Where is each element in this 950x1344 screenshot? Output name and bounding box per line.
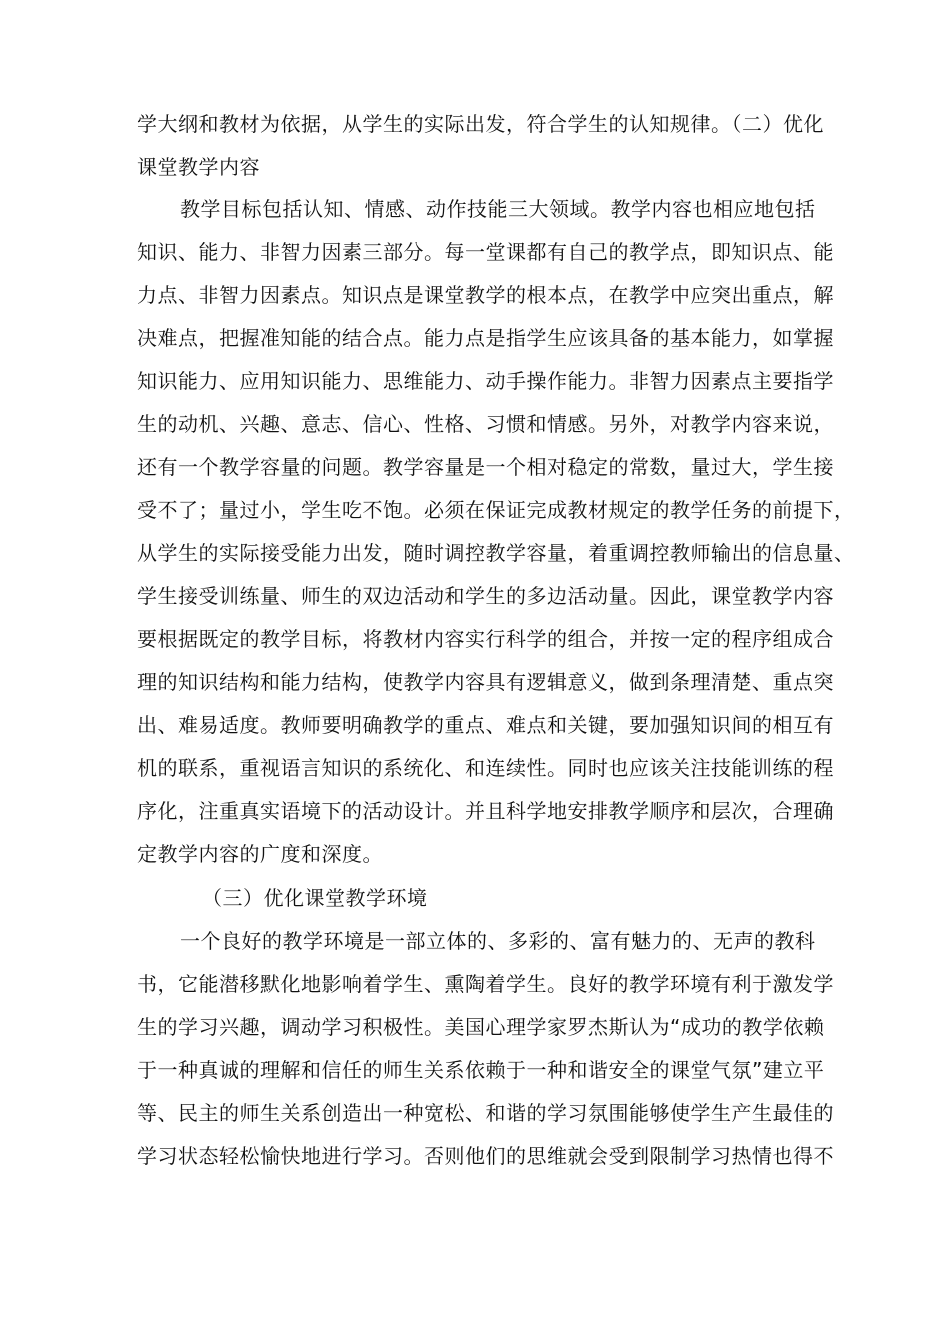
text-line: 要根据既定的教学目标，将教材内容实行科学的组合，并按一定的程序组成合 xyxy=(137,627,834,651)
text-line: 从学生的实际接受能力出发，随时调控教学容量，着重调控教师输出的信息量、 xyxy=(137,541,855,565)
text-line: 教学目标包括认知、情感、动作技能三大领域。教学内容也相应地包括 xyxy=(180,197,816,221)
text-line: 书，它能潜移默化地影响着学生、熏陶着学生。良好的教学环境有利于激发学 xyxy=(137,972,834,996)
text-line: 定教学内容的广度和深度。 xyxy=(137,842,383,866)
text-line: 生的学习兴趣，调动学习积极性。美国心理学家罗杰斯认为“成功的教学依赖 xyxy=(137,1015,825,1039)
text-line: 知识、能力、非智力因素三部分。每一堂课都有自己的教学点，即知识点、能 xyxy=(137,240,834,264)
text-line: 于一种真诚的理解和信任的师生关系依赖于一种和谐安全的课堂气氛”建立平 xyxy=(137,1058,825,1082)
text-line: 生的动机、兴趣、意志、信心、性格、习惯和情感。另外，对教学内容来说， xyxy=(137,412,834,436)
text-line: 机的联系，重视语言知识的系统化、和连续性。同时也应该关注技能训练的程 xyxy=(137,756,834,780)
text-line: 理的知识结构和能力结构，使教学内容具有逻辑意义，做到条理清楚、重点突 xyxy=(137,670,834,694)
text-line: 学大纲和教材为依据，从学生的实际出发，符合学生的认知规律。（二）优化 xyxy=(137,112,824,136)
text-line: 受不了；量过小，学生吃不饱。必须在保证完成教材规定的教学任务的前提下， xyxy=(137,498,855,522)
text-line: 序化，注重真实语境下的活动设计。并且科学地安排教学顺序和层次，合理确 xyxy=(137,799,834,823)
text-line: 等、民主的师生关系创造出一种宽松、和谐的学习氛围能够使学生产生最佳的 xyxy=(137,1101,834,1125)
text-line: 学生接受训练量、师生的双边活动和学生的多边活动量。因此，课堂教学内容 xyxy=(137,584,834,608)
text-line: 决难点，把握准知能的结合点。能力点是指学生应该具备的基本能力，如掌握 xyxy=(137,326,834,350)
text-line: 还有一个教学容量的问题。教学容量是一个相对稳定的常数，量过大，学生接 xyxy=(137,455,834,479)
text-line: 出、难易适度。教师要明确教学的重点、难点和关键，要加强知识间的相互有 xyxy=(137,713,834,737)
text-line: 力点、非智力因素点。知识点是课堂教学的根本点，在教学中应突出重点，解 xyxy=(137,283,834,307)
text-line: 一个良好的教学环境是一部立体的、多彩的、富有魅力的、无声的教科 xyxy=(180,929,816,953)
section-heading: （三）优化课堂教学环境 xyxy=(202,886,428,910)
text-line: 课堂教学内容 xyxy=(137,155,260,179)
text-line: 学习状态轻松愉快地进行学习。否则他们的思维就会受到限制学习热情也得不 xyxy=(137,1144,834,1168)
text-line: 知识能力、应用知识能力、思维能力、动手操作能力。非智力因素点主要指学 xyxy=(137,369,834,393)
